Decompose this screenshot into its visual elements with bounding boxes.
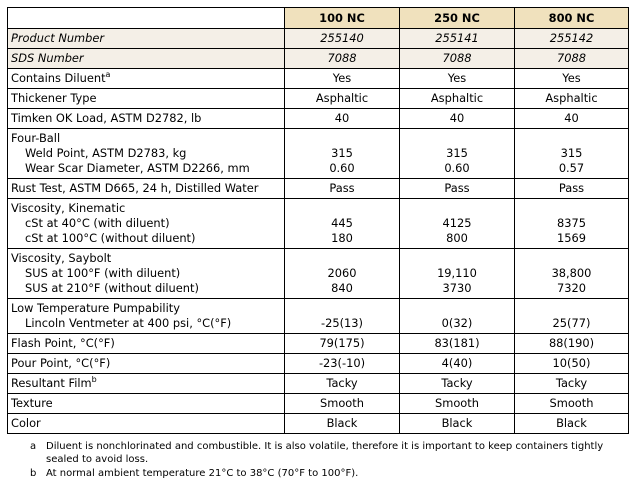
value-text: 8375 — [557, 216, 586, 230]
sub-property-label: Wear Scar Diameter, ASTM D2266, mm — [25, 161, 250, 175]
value-cell: Pass — [400, 179, 515, 199]
column-header: 250 NC — [400, 8, 515, 29]
value-cell: Tacky — [285, 374, 400, 394]
property-cell — [8, 29, 285, 49]
value-cell: 7088 — [515, 49, 629, 69]
value-cell: 4(40) — [400, 354, 515, 374]
value-cell: Asphaltic — [400, 89, 515, 109]
value-cell — [515, 199, 629, 249]
value-text: 19,110 — [437, 266, 477, 280]
property-cell — [8, 334, 285, 354]
property-label: Color — [11, 416, 41, 430]
value-cell: 255141 — [400, 29, 515, 49]
property-cell — [8, 179, 285, 199]
value-cell: 79(175) — [285, 334, 400, 354]
table-row — [8, 249, 629, 299]
table-row — [8, 334, 629, 354]
value-cell: Black — [400, 414, 515, 434]
value-spacer — [403, 201, 511, 216]
footnote — [30, 467, 620, 480]
property-cell — [8, 109, 285, 129]
sub-property-label: Weld Point, ASTM D2783, kg — [25, 146, 187, 160]
property-label: Viscosity, Saybolt — [11, 251, 112, 265]
value-cell: Black — [285, 414, 400, 434]
property-cell — [8, 249, 285, 299]
value-spacer — [288, 251, 396, 266]
value-cell: Yes — [400, 69, 515, 89]
value-cell — [285, 199, 400, 249]
value-text: 38,800 — [551, 266, 592, 280]
property-cell — [8, 89, 285, 109]
table-row — [8, 199, 629, 249]
property-cell — [8, 354, 285, 374]
table-row — [8, 109, 629, 129]
value-cell — [515, 299, 629, 334]
table-row — [8, 69, 629, 89]
table-body — [8, 29, 629, 434]
value-cell: 88(190) — [515, 334, 629, 354]
value-spacer — [288, 201, 396, 216]
property-label: Product Number — [11, 31, 105, 45]
value-cell: Smooth — [515, 394, 629, 414]
footnote-mark: a — [30, 441, 37, 452]
column-header: 800 NC — [515, 8, 629, 29]
value-cell: Tacky — [515, 374, 629, 394]
property-cell — [8, 49, 285, 69]
value-text: 1569 — [557, 231, 586, 245]
property-label: Rust Test, ASTM D665, 24 h, Distilled Water — [11, 181, 259, 195]
value-cell: Pass — [285, 179, 400, 199]
property-label: Thickener Type — [11, 91, 97, 105]
column-header: 100 NC — [285, 8, 400, 29]
value-text: 0(32) — [441, 316, 473, 330]
value-spacer — [518, 201, 625, 216]
property-label: Flash Point, °C(°F) — [11, 336, 115, 350]
value-cell — [285, 129, 400, 179]
value-text: 840 — [331, 281, 353, 295]
value-text: 0.57 — [558, 161, 585, 175]
value-cell: Yes — [515, 69, 629, 89]
footnote-text: Diluent is nonchlorinated and combustible. It is also volatile, therefore it is important to keep containers tightly sealed to avoid loss. — [46, 441, 604, 465]
value-spacer — [518, 131, 625, 146]
value-cell — [515, 249, 629, 299]
property-label: Pour Point, °C(°F) — [11, 356, 111, 370]
header-blank-cell — [8, 8, 285, 29]
value-cell: 10(50) — [515, 354, 629, 374]
value-cell: 40 — [515, 109, 629, 129]
table-row — [8, 129, 629, 179]
property-cell — [8, 69, 285, 89]
value-cell — [285, 249, 400, 299]
value-cell: -23(-10) — [285, 354, 400, 374]
value-cell: 83(181) — [400, 334, 515, 354]
value-text: 7320 — [557, 281, 586, 295]
footnote-text: At normal ambient temperature 21°C to 38°C (70°F to 100°F). — [46, 468, 359, 479]
value-text: -25(13) — [321, 316, 363, 330]
property-label: SDS Number — [11, 51, 84, 65]
properties-table — [7, 7, 629, 434]
property-label: Low Temperature Pumpability — [11, 301, 180, 315]
value-cell — [400, 129, 515, 179]
value-cell — [400, 249, 515, 299]
value-cell: 7088 — [285, 49, 400, 69]
value-text: 4125 — [442, 216, 472, 230]
value-text: 180 — [331, 231, 353, 245]
property-label: Contains Diluent$^a$ — [11, 70, 111, 85]
footnote-marker: a — [105, 70, 111, 80]
property-cell — [8, 199, 285, 249]
value-spacer — [403, 251, 511, 266]
sub-property-label: cSt at 40°C (with diluent) — [25, 216, 170, 230]
property-label: Resultant Film$^b$ — [11, 375, 97, 390]
value-cell: Black — [515, 414, 629, 434]
table-row — [8, 374, 629, 394]
value-cell — [400, 299, 515, 334]
value-cell: Tacky — [400, 374, 515, 394]
header-row — [8, 8, 629, 29]
value-cell — [285, 299, 400, 334]
value-spacer — [403, 301, 511, 316]
table-row — [8, 414, 629, 434]
value-cell: Smooth — [285, 394, 400, 414]
value-cell: 255140 — [285, 29, 400, 49]
value-cell — [515, 129, 629, 179]
sub-property-label: SUS at 210°F (without diluent) — [25, 281, 199, 295]
sub-property-label: Lincoln Ventmeter at 400 psi, °C(°F) — [25, 316, 232, 330]
property-label: Timken OK Load, ASTM D2782, lb — [11, 111, 202, 125]
footnote-mark: b — [30, 468, 37, 479]
value-text: 315 — [331, 146, 353, 160]
property-cell — [8, 299, 285, 334]
value-spacer — [288, 301, 396, 316]
table-row — [8, 49, 629, 69]
property-label: Texture — [11, 396, 53, 410]
property-label: Viscosity, Kinematic — [11, 201, 126, 215]
sub-property-label: cSt at 100°C (without diluent) — [25, 231, 196, 245]
value-text: 445 — [331, 216, 353, 230]
table-row — [8, 29, 629, 49]
property-cell — [8, 374, 285, 394]
value-cell: 40 — [285, 109, 400, 129]
property-cell — [8, 394, 285, 414]
value-text: 2060 — [327, 266, 357, 280]
value-cell: Yes — [285, 69, 400, 89]
value-cell: 7088 — [400, 49, 515, 69]
table-row — [8, 354, 629, 374]
table-row — [8, 89, 629, 109]
table-row — [8, 394, 629, 414]
value-text: 3730 — [442, 281, 472, 295]
value-cell: Asphaltic — [515, 89, 629, 109]
value-text: 315 — [446, 146, 468, 160]
sub-property-label: SUS at 100°F (with diluent) — [25, 266, 181, 280]
value-cell: 40 — [400, 109, 515, 129]
property-cell — [8, 414, 285, 434]
value-spacer — [518, 251, 625, 266]
footnote — [30, 440, 620, 466]
value-cell — [400, 199, 515, 249]
value-spacer — [403, 131, 511, 146]
value-cell: Asphaltic — [285, 89, 400, 109]
table-row — [8, 179, 629, 199]
value-spacer — [288, 131, 396, 146]
value-text: 315 — [560, 146, 583, 160]
value-cell: Pass — [515, 179, 629, 199]
property-cell — [8, 129, 285, 179]
footnote-marker: b — [91, 375, 97, 385]
value-text: 0.60 — [329, 161, 355, 175]
table-row — [8, 299, 629, 334]
value-text: 0.60 — [444, 161, 470, 175]
value-spacer — [518, 301, 625, 316]
value-cell: 255142 — [515, 29, 629, 49]
value-text: 25(77) — [552, 316, 591, 330]
value-text: 800 — [446, 231, 468, 245]
property-label: Four-Ball — [11, 131, 61, 145]
value-cell: Smooth — [400, 394, 515, 414]
